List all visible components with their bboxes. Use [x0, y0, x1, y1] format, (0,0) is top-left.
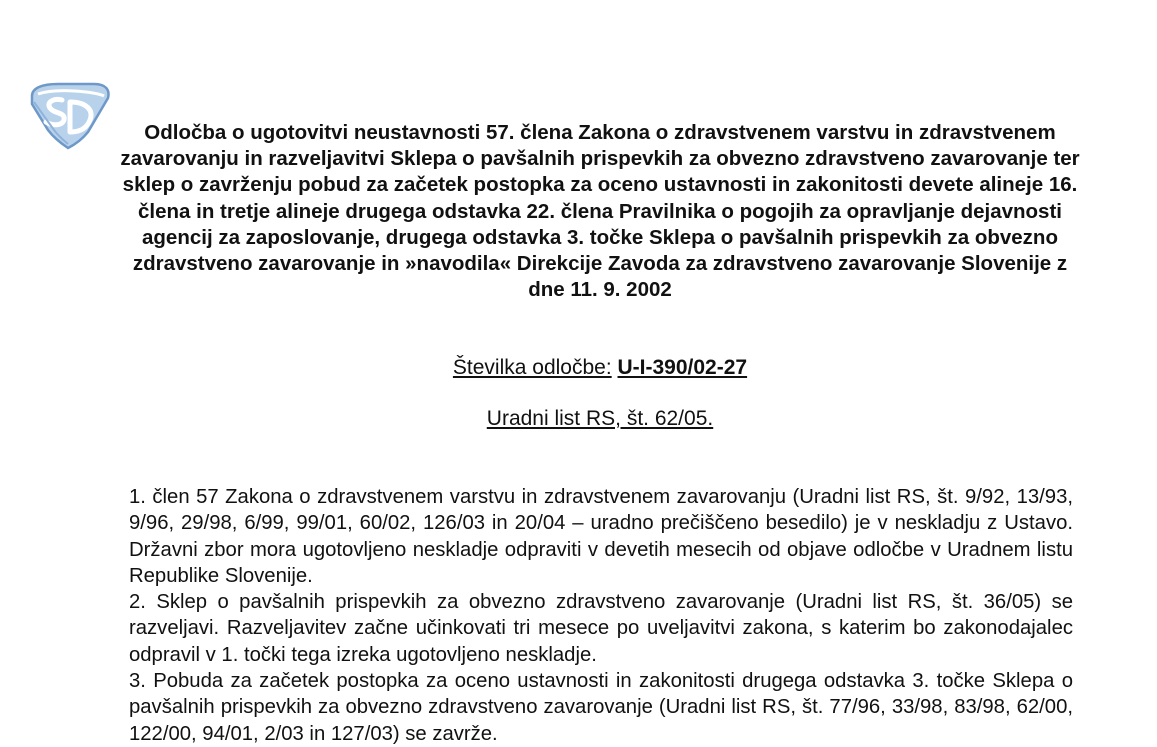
document-title: Odločba o ugotovitvi neustavnosti 57. člena Zakona o zdravstvenem varstvu in zdravstvenem zavarovanju in razveljavitvi Sklepa o pavšalnih prispevkih za obvezno zdravstveno zavarovanje ter sklep o zavrženju pobud za začetek postopka za oceno ustavnosti in zakonitosti devete alineje 16. člena in tretje alineje drugega odstavka 22. člena Pravilnika o pogojih za opravljanje dejavnosti agencij za zaposlovanje, drugega odstavka 3. točke Sklepa o pavšalnih prispevkih za obvezno zdravstveno zavarovanje in »navodila« Direkcije Zavoda za zdravstveno zavarovanje Slovenije z dne 11. 9. 2002	[120, 121, 1080, 302]
official-gazette-reference: Uradni list RS, št. 62/05.	[486, 407, 714, 430]
operative-point-2: 2. Sklep o pavšalnih prispevkih za obvezno zdravstveno zavarovanje (Uradni list RS, št. 36/05) se razveljavi. Razveljavitev začne učinkovati tri mesece po uveljavitvi zakona, s katerim bo zakonodajalec odpravil v 1. točki tega izreka ugotovljeno neskladje.	[129, 591, 1073, 666]
decision-number-line	[300, 354, 900, 382]
operative-point-1: 1. člen 57 Zakona o zdravstvenem varstvu in zdravstvenem zavarovanju (Uradni list RS, št. 9/92, 13/93, 9/96, 29/98, 6/99, 99/01, 60/02, 126/03 in 20/04 – uradno prečiščeno besedilo) je v neskladju z Ustavo. Državni zbor mora ugotovljeno neskladje odpraviti v devetih mesecih od objave odločbe v Uradnem listu Republike Slovenije.	[129, 486, 1073, 587]
decision-operative-text	[129, 484, 1073, 747]
sd-shield-logo-icon	[28, 82, 112, 150]
decision-number-label: Številka odločbe:	[452, 356, 612, 379]
decision-number-value: U-I-390/02-27	[617, 356, 748, 379]
operative-point-3: 3. Pobuda za začetek postopka za oceno ustavnosti in zakonitosti drugega odstavka 3. točke Sklepa o pavšalnih prispevkih za obvezno zdravstveno zavarovanje (Uradni list RS, št. 77/96, 33/98, 83/98, 62/00, 122/00, 94/01, 2/03 in 127/03) se zavrže.	[129, 670, 1073, 745]
